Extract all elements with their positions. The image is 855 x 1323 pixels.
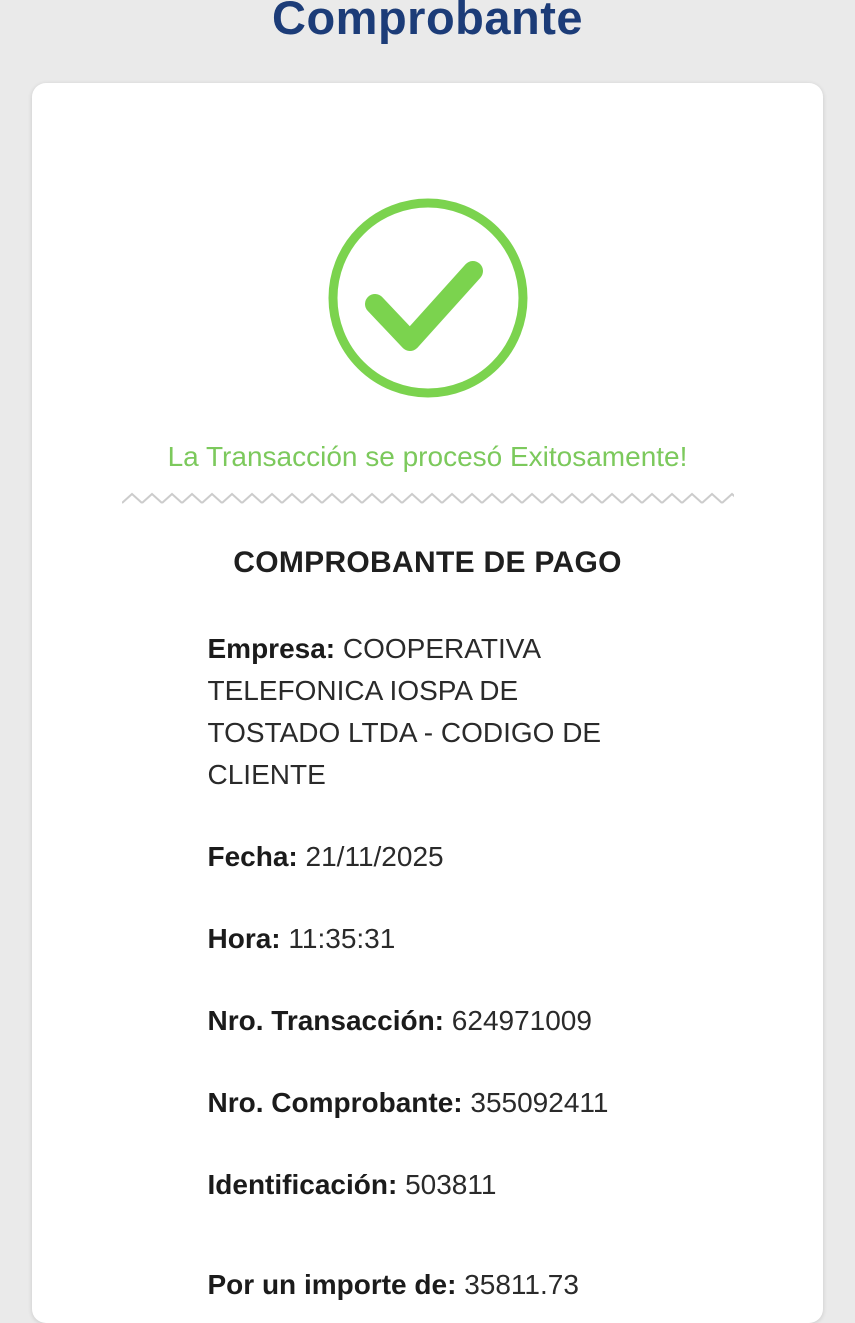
page-title: Comprobante: [272, 0, 583, 44]
receipt-field-hora: [208, 918, 648, 960]
receipt-field-fecha: [208, 836, 648, 878]
success-message: La Transacción se procesó Exitosamente!: [167, 441, 688, 472]
field-label: Por un importe de:: [207, 1269, 457, 1300]
receipt-field-importe: [208, 1264, 648, 1306]
zigzag-divider: [32, 490, 823, 506]
field-label: Empresa:: [207, 633, 336, 664]
receipt-card: [32, 83, 823, 1323]
field-label: Nro. Transacción:: [207, 1005, 445, 1036]
field-label: Fecha:: [207, 841, 298, 872]
field-value: 503811: [405, 1169, 497, 1200]
field-value: 355092411: [470, 1087, 609, 1118]
field-value: 21/11/2025: [305, 841, 444, 872]
receipt-field-identificacion: [208, 1164, 648, 1206]
receipt-field-empresa: [208, 628, 648, 796]
field-label: Identificación:: [207, 1169, 398, 1200]
success-check-icon: [32, 198, 823, 398]
receipt-heading: COMPROBANTE DE PAGO: [233, 546, 622, 579]
field-value: COOPERATIVA TELEFONICA IOSPA DE TOSTADO LTDA - CODIGO DE CLIENTE: [207, 633, 602, 790]
receipt-field-nro-comprobante: [208, 1082, 648, 1124]
receipt-field-nro-transaccion: [208, 1000, 648, 1042]
field-label: Hora:: [207, 923, 281, 954]
receipt-fields: [208, 628, 648, 1306]
field-value: 11:35:31: [288, 923, 396, 954]
field-label: Nro. Comprobante:: [207, 1087, 463, 1118]
field-value: 35811.73: [464, 1269, 579, 1300]
field-value: 624971009: [451, 1005, 592, 1036]
